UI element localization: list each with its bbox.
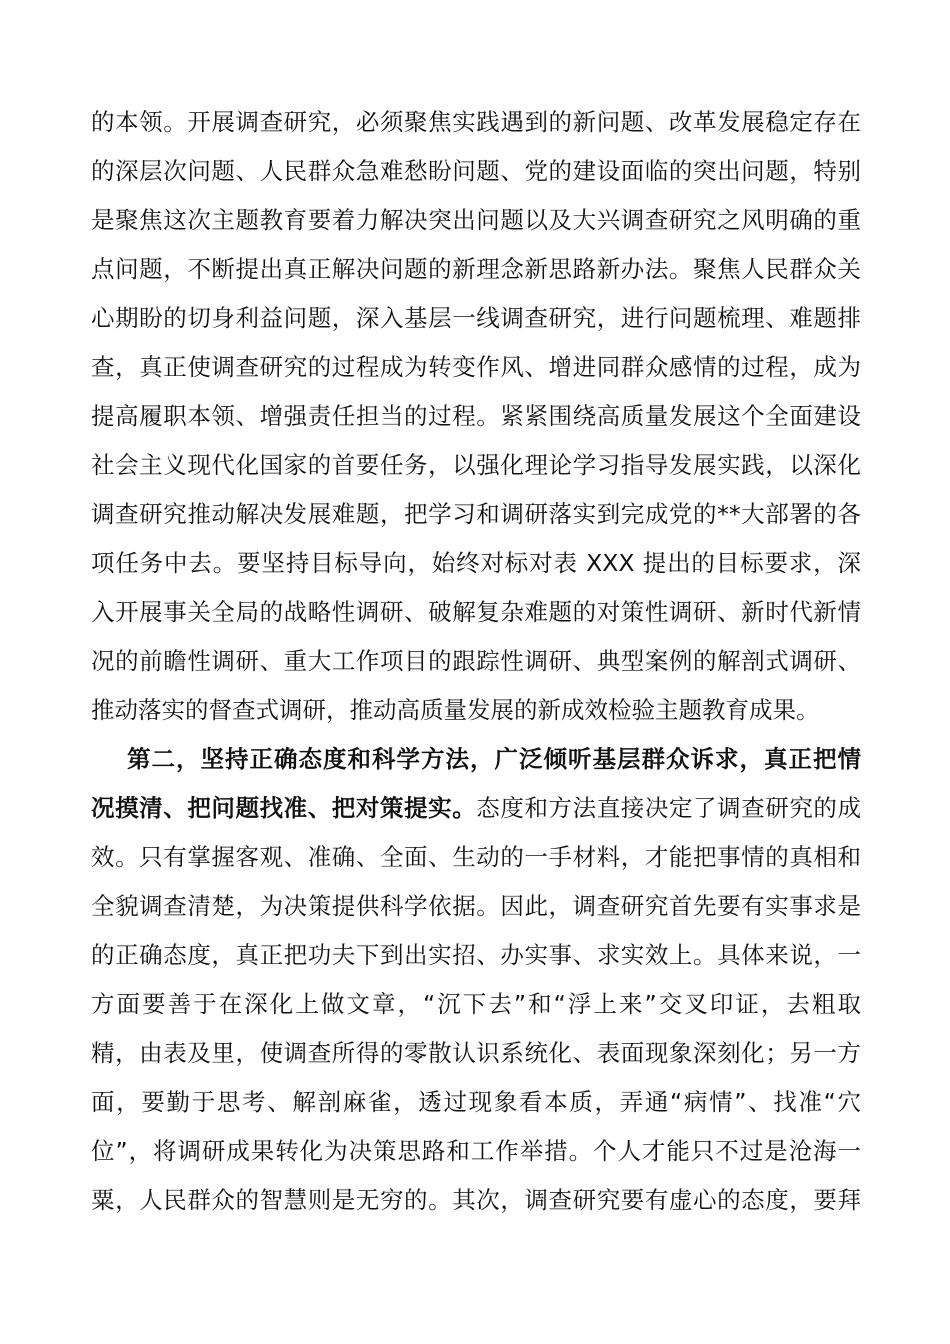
text-line: 社会主义现代化国家的首要任务，以强化理论学习指导发展实践，以深化 [91, 451, 861, 479]
text-line: 方面要善于在深化上做文章，“沉下去”和“浮上来”交叉印证，去粗取 [91, 990, 861, 1018]
text-line: 是聚焦这次主题教育要着力解决突出问题以及大兴调查研究之风明确的重 [91, 206, 861, 234]
text-line [91, 784, 861, 833]
paragraph-1 [91, 98, 861, 735]
text-line: 入开展事关全局的战略性调研、破解复杂难题的对策性调研、新时代新情 [91, 598, 861, 626]
paragraph-2 [91, 735, 861, 1225]
text-line: 推动落实的督查式调研，推动高质量发展的新成效检验主题教育成果。 [91, 696, 820, 724]
body-text [91, 98, 861, 1225]
text-line-rest: 态度和方法直接决定了调查研究的成 [476, 794, 862, 822]
text-line: 粟，人民群众的智慧则是无穷的。其次，调查研究要有虚心的态度，要拜 [91, 1186, 861, 1214]
text-line: 查，真正使调查研究的过程成为转变作风、增进同群众感情的过程，成为 [91, 353, 861, 381]
text-line: 的深层次问题、人民群众急难愁盼问题、党的建设面临的突出问题，特别 [91, 157, 861, 185]
text-line: 的本领。开展调查研究，必须聚焦实践遇到的新问题、改革发展稳定存在 [91, 108, 861, 136]
text-line: 项任务中去。要坚持目标导向，始终对标对表 XXX 提出的目标要求，深 [91, 549, 861, 577]
text-line: 调查研究推动解决发展难题，把学习和调研落实到完成党的**大部署的各 [91, 500, 861, 528]
text-line: 全貌调查清楚，为决策提供科学依据。因此，调查研究首先要有实事求是 [91, 892, 861, 920]
heading-line-end: 况摸清、把问题找准、把对策提实。 [91, 794, 477, 822]
text-line: 精，由表及里，使调查所得的零散认识系统化、表面现象深刻化；另一方 [91, 1039, 861, 1067]
text-line: 点问题，不断提出真正解决问题的新理念新思路新办法。聚焦人民群众关 [91, 255, 861, 283]
text-line: 面，要勤于思考、解剖麻雀，透过现象看本质，弄通“病情”、找准“穴 [91, 1088, 861, 1116]
heading-line: 第二，坚持正确态度和科学方法，广泛倾听基层群众诉求，真正把情 [127, 745, 861, 773]
text-line: 心期盼的切身利益问题，深入基层一线调查研究，进行问题梳理、难题排 [91, 304, 861, 332]
text-line: 效。只有掌握客观、准确、全面、生动的一手材料，才能把事情的真相和 [91, 843, 861, 871]
text-line: 的正确态度，真正把功夫下到出实招、办实事、求实效上。具体来说，一 [91, 941, 861, 969]
text-line: 况的前瞻性调研、重大工作项目的跟踪性调研、典型案例的解剖式调研、 [91, 647, 861, 675]
text-line: 位”，将调研成果转化为决策思路和工作举措。个人才能只不过是沧海一 [91, 1137, 861, 1165]
text-line: 提高履职本领、增强责任担当的过程。紧紧围绕高质量发展这个全面建设 [91, 402, 861, 430]
